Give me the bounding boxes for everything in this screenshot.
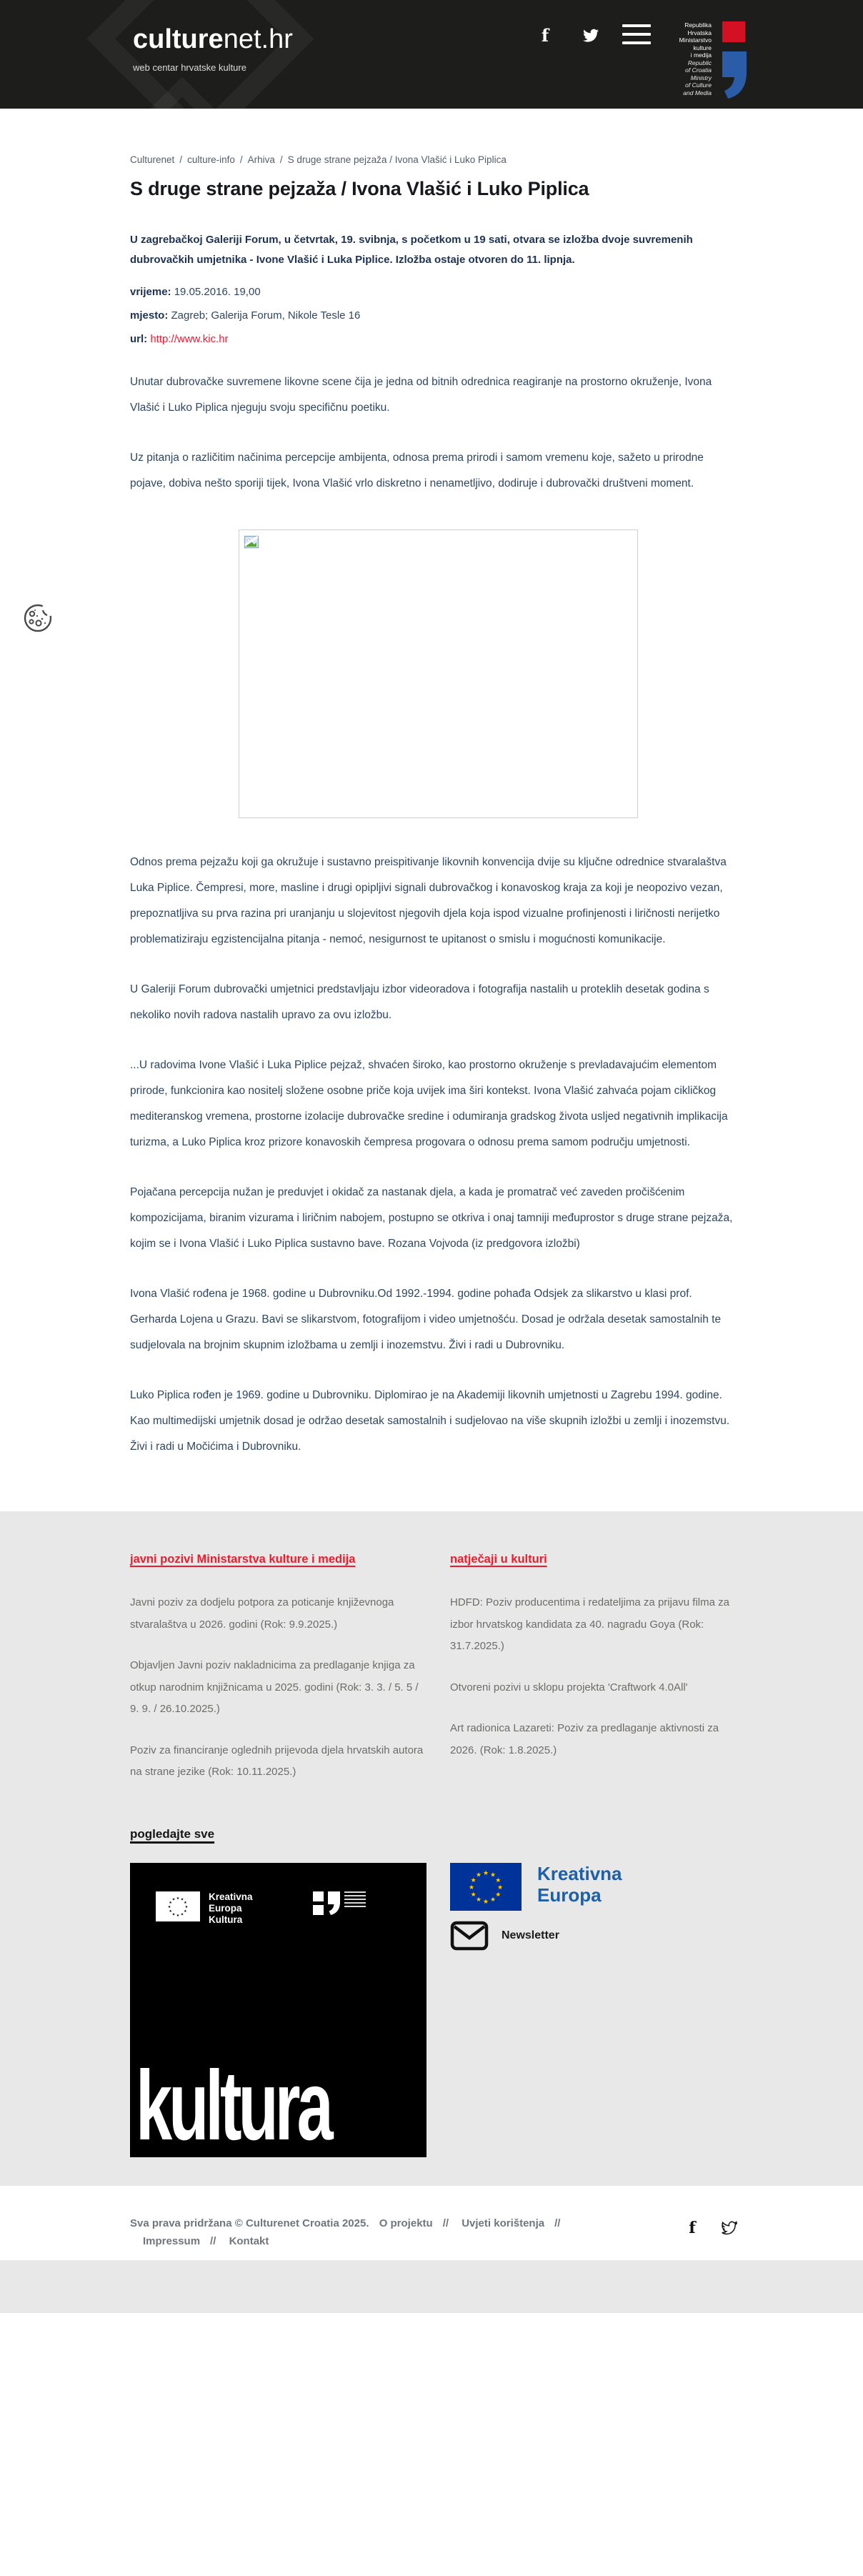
svg-text:★: ★ (180, 1897, 184, 1902)
svg-text:★: ★ (495, 1890, 502, 1898)
article-paragraph: Uz pitanja o različitim načinima percepcije ambijenta, odnosa prema prirodi i samom vremenu koje, sažeto u prirodne pojave, dobiva nešto sporiji tijek, Ivona Vlašić vrlo diskretno i nenametljivo, dodiruje i dubrovački društveni moment. (130, 452, 704, 489)
article-intro: U zagrebačkoj Galeriji Forum, u četvrtak, 19. svibnja, s početkom u 19 sati, otvara se izložba dvoje suvremenih dubrovačkih umjetnika - Ivone Vlašić i Luka Piplice. Izložba ostaje otvoren do 11. lipnja. (130, 234, 693, 266)
banner-white-comma-icon (328, 1891, 340, 1915)
svg-text:★: ★ (489, 1871, 497, 1879)
meta-url: url: http://www.kic.hr (130, 333, 229, 345)
svg-text:★: ★ (169, 1900, 172, 1905)
page-title: S druge strane pejzaža / Ivona Vlašić i Luko Piplica (130, 178, 589, 199)
article-paragraph: Pojačana percepcija nužan je preduvjet i okidač za nastanak djela, a kada je promatrač već zaveden pročišćenim kompozicijama, biranim vizurama i liričnim nabojem, postupno se otkriva i onaj tamniji međuprostor s druge strane pejzaža, kojim se i Ivona Vlašić i Luko Piplica sustavno bave. Rozana Vojvoda (iz predgovora izložbi) (130, 1186, 733, 1250)
meta-mjesto: mjesto: Zagreb; Galerija Forum, Nikole Tesle 16 (130, 309, 361, 322)
kreativna-europa-kultura-label: Kreativna Europa Kultura (209, 1891, 253, 1925)
event-meta (130, 280, 733, 351)
kultura-wordmark: kultura (136, 2051, 330, 2157)
newsletter-link[interactable]: Newsletter (450, 1919, 622, 1952)
footer-link-item[interactable]: HDFD: Poziv producentima i redateljima za prijavu filma za izbor hrvatskog kandidata za 40. nagradu Goya (Rok: 31.7.2025.) (450, 1596, 729, 1652)
breadcrumb: Culturenet / culture-info / Arhiva / S druge strane pejzaža / Ivona Vlašić i Luko Piplica (130, 154, 507, 165)
footer-links-section (0, 1511, 863, 2186)
site-header (0, 0, 863, 109)
article-paragraph: Luko Piplica rođen je 1969. godine u Dubrovniku. Diplomirao je na Akademiji likovnih umjetnosti u Zagrebu 1994. godine. Kao multimedijski umjetnik dosad je održao desetak samostalnih i sudjelovao na više skupnih izložbi u zemlji i inozemstvu. Živi i radi u Močićima i Dubrovniku. (130, 1389, 730, 1453)
facebook-icon[interactable]: f (541, 24, 549, 46)
svg-text:★: ★ (470, 1890, 477, 1898)
page-bottom-strip (0, 2260, 863, 2313)
bottom-bar: Sva prava pridržana © Culturenet Croatia 2025. O projektu // Uvjeti korištenja // Impressum // Kontakt f (0, 2186, 863, 2260)
svg-text:★: ★ (475, 1895, 482, 1903)
banner-tiny-text (344, 1891, 366, 1909)
site-logo-text: culturenet.hr (133, 24, 293, 54)
article-paragraph: Unutar dubrovačke suvremene likovne scene čija je jedna od bitnih odrednica reagiranje na prostorno okruženje, Ivona Vlašić i Luko Piplica njeguju svoju specifičnu poetiku. (130, 376, 712, 414)
svg-text:★: ★ (468, 1883, 475, 1891)
broken-article-image (239, 529, 638, 818)
breadcrumb-home[interactable]: Culturenet (130, 154, 175, 165)
hamburger-menu-icon[interactable] (622, 24, 651, 50)
footer-heading-natjecaji[interactable]: natječaji u kulturi (450, 1553, 547, 1566)
external-link[interactable]: http://www.kic.hr (150, 333, 229, 345)
svg-text:★: ★ (171, 1911, 176, 1916)
kontakt-link[interactable]: Kontakt (229, 2234, 269, 2247)
site-tagline: web centar hrvatske kulture (133, 62, 246, 73)
footer-column-natjecaji (450, 1553, 733, 1803)
banner-white-squares (313, 1891, 324, 1919)
breadcrumb-culture-info[interactable]: culture-info (187, 154, 235, 165)
impressum-link[interactable]: Impressum (143, 2234, 201, 2247)
envelope-icon (450, 1919, 489, 1952)
svg-text:★: ★ (482, 1897, 489, 1905)
svg-text:★: ★ (495, 1876, 502, 1884)
ministry-blue-comma-icon (722, 51, 747, 102)
see-all-link[interactable]: pogledajte sve (130, 1826, 215, 1841)
facebook-icon[interactable]: f (689, 2218, 696, 2237)
footer-heading-javni-pozivi[interactable]: javni pozivi Ministarstva kulture i medija (130, 1553, 356, 1566)
article-main (130, 154, 733, 1460)
kultura-banner-logo[interactable] (130, 1863, 426, 2157)
breadcrumb-arhiva[interactable]: Arhiva (247, 154, 275, 165)
kreativna-europa-logo[interactable]: ★ ★ ★ ★ ★ ★ ★ ★ ★ ★ ★ ★ Kreativna Europa (450, 1863, 622, 1911)
svg-text:★: ★ (475, 1871, 482, 1879)
footer-link-item[interactable]: Art radionica Lazareti: Poziv za predlaganje aktivnosti za 2026. (Rok: 1.8.2025.) (450, 1722, 719, 1756)
svg-text:★: ★ (167, 1904, 171, 1909)
svg-text:★: ★ (176, 1896, 180, 1901)
svg-text:★: ★ (184, 1900, 187, 1905)
meta-vrijeme: vrijeme: 19.05.2016. 19,00 (130, 286, 261, 298)
footer-link-item[interactable]: Otvoreni pozivi u sklopu projekta 'Craftwork 4.0All' (450, 1681, 688, 1694)
twitter-icon[interactable] (722, 2219, 737, 2237)
footer-link-item[interactable]: Javni poziv za dodjelu potpora za poticanje književnoga stvaralaštva u 2026. godini (Rok: 9.9.2025.) (130, 1596, 394, 1631)
article-paragraph: U Galeriji Forum dubrovački umjetnici predstavljaju izbor videoradova i fotografija nastalih u proteklih desetak godina s nekoliko novih radova nastalih upravo za ovu izložbu. (130, 983, 709, 1021)
breadcrumb-current: S druge strane pejzaža / Ivona Vlašić i Luko Piplica (287, 154, 507, 165)
footer-column-javni-pozivi (130, 1553, 450, 1803)
svg-text:★: ★ (489, 1895, 497, 1903)
article-paragraph: ...U radovima Ivone Vlašić i Luka Piplice pejzaž, shvaćen široko, kao prostorno okruženje s prevladavajućim elementom prirode, funkcionira kao nositelj složene osobne priče koja uvijek ima širi kontekst. Ivona Vlašić zahvaća pojam cikličkog mediteranskog vremena, prostorne izolacije dubrovačke sredine i odumiranja gradskog života usljed negativnih implikacija turizma, a Luko Piplica kroz prizore konavoskih čempresa progovara o odnosu prema samom području umjetnosti. (130, 1059, 728, 1148)
article-paragraph: Ivona Vlašić rođena je 1968. godine u Dubrovniku.Od 1992.-1994. godine pohađa Odsjek za slikarstvo u klasi prof. Gerharda Lojena u Grazu. Bavi se slikarstvom, fotografijom i video umjetnošću. Dosad je održala desetak samostalnih te sudjelovala na brojnim skupnim izložbama u zemlji i inozemstvu. Živi i radi u Dubrovniku. (130, 1288, 722, 1351)
svg-text:★: ★ (176, 1913, 180, 1918)
article-paragraph: Odnos prema pejzažu koji ga okružuje i sustavno preispitivanje likovnih konvencija dvije su ključne odrednice stvaralaštva Luka Piplice. Čempresi, more, masline i drugi opipljivi signali dubrovačkog i konavoskog kraja za koji je neopozivo vezan, prepoznatljiva su prva razina pri uranjanju u slojevitost njegovih djela koja ispod vizualne profinjenosti i liričnosti nerijetko problematiziraju egzistencijalna pitanja - nemoć, nesigurnost te upitanost o smislu i mogućnosti komunikacije. (130, 856, 727, 945)
o-projektu-link[interactable]: O projektu (379, 2217, 433, 2229)
copyright-text: Sva prava pridržana © Culturenet Croatia 2025. (130, 2217, 369, 2229)
footer-link-item[interactable]: Poziv za financiranje oglednih prijevoda djela hrvatskih autora na strane jezike (Rok: 10.11.2025.) (130, 1744, 424, 1778)
site-logo[interactable] (133, 24, 293, 73)
svg-text:★: ★ (184, 1904, 189, 1909)
uvjeti-koristenja-link[interactable]: Uvjeti korištenja (462, 2217, 545, 2229)
eu-flag-icon (450, 1863, 522, 1911)
svg-text:★: ★ (184, 1909, 187, 1914)
eu-flag-white-icon (156, 1891, 200, 1921)
ministry-logo-text: Republika Hrvatska Ministarstvo kulture i medija Republic of Croatia Ministry of Culture and Media (679, 21, 712, 96)
ministry-red-square (722, 21, 745, 42)
svg-text:★: ★ (169, 1909, 172, 1914)
copyright-line: Sva prava pridržana © Culturenet Croatia 2025. O projektu // Uvjeti korištenja // (130, 2217, 561, 2229)
twitter-icon[interactable] (583, 26, 599, 44)
svg-text:★: ★ (497, 1883, 504, 1891)
svg-text:★: ★ (482, 1869, 489, 1876)
cookie-settings-icon[interactable] (21, 601, 54, 634)
svg-text:★: ★ (470, 1876, 477, 1884)
footer-link-item[interactable]: Objavljen Javni poziv nakladnicima za predlaganje knjiga za otkup narodnim knjižnicama u 2025. godini (Rok: 3. 3. / 5. 5 / 9. 9. / 26.10.2025.) (130, 1659, 419, 1715)
svg-text:★: ★ (180, 1911, 184, 1916)
ministry-logo-mark (722, 21, 747, 102)
broken-image-icon (244, 534, 259, 554)
svg-text:★: ★ (171, 1897, 176, 1902)
